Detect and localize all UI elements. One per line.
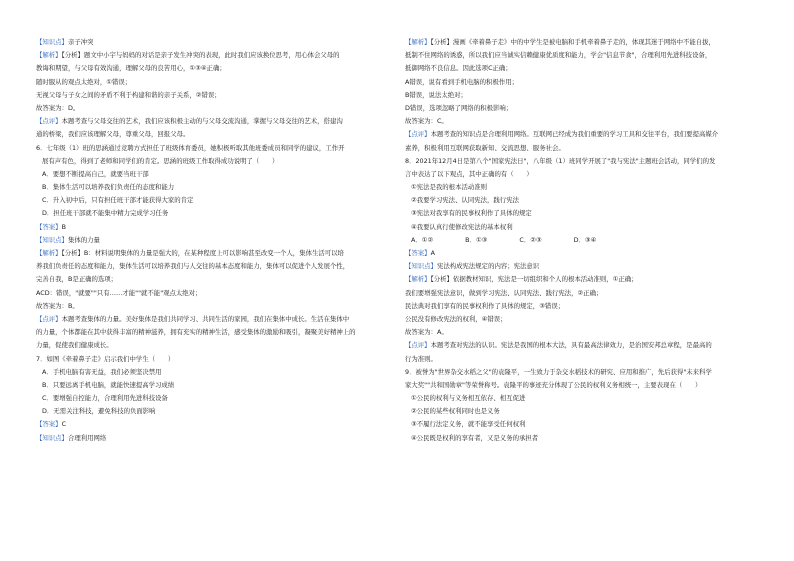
section-tag: 【解析】 <box>36 51 62 60</box>
left-column <box>36 36 384 445</box>
line-text: 公民没有修改宪法的权利，④错误； <box>405 314 507 323</box>
line-text: 9．被誉为"世界杂交水稻之父"的袁隆平，一生致力于杂交水稻技术的研究、应用和推广，先后获得"未来科学 <box>405 367 712 376</box>
left-line <box>36 194 384 207</box>
line-text: 【分析】漫画《牵着鼻子走》中的中学生是被电脑和手机牵着鼻子走的，体现其迷于网络中不能自拔， <box>430 38 715 46</box>
line-text: 【分析】B：材料说明集体的力量是强大的，在某种程度上可以影响甚至改变一个人，集体生活可以培 <box>61 249 344 257</box>
left-line <box>36 76 384 89</box>
right-line <box>405 207 753 220</box>
left-line <box>36 234 384 247</box>
left-line <box>36 405 384 418</box>
section-tag: 【解析】 <box>405 275 431 284</box>
line-text: 【分析】依据教材知识，宪法是一切组织和个人的根本活动准则，①正确； <box>430 275 638 284</box>
left-line <box>36 49 384 62</box>
line-text: ②公民的某些权利同时也是义务 <box>411 407 500 416</box>
right-line <box>405 168 753 181</box>
line-text: B．只要远离手机电脑，就能快速提高学习成绩 <box>42 380 175 389</box>
line-text: 无视父母与子女之间的矛盾不利于构建和谐的亲子关系，②错误； <box>36 90 221 99</box>
line-text: 故答案为：B。 <box>36 301 79 310</box>
section-tag: 【解析】 <box>36 249 62 257</box>
left-line <box>36 142 384 155</box>
section-tag: 【点评】 <box>405 341 431 350</box>
line-text: 合理利用网络 <box>67 433 107 442</box>
line-text: ACD：错误，"就要""只有……才能""就不能"观点太绝对； <box>36 288 202 297</box>
left-line <box>36 432 384 445</box>
line-text: ③宪法对我享有的民事权利作了具体的规定 <box>411 209 532 218</box>
right-line <box>405 36 753 49</box>
line-text: 随时服从的观点太绝对，①错误； <box>36 77 132 86</box>
left-line <box>36 221 384 234</box>
left-line <box>36 128 384 141</box>
right-line <box>405 418 753 431</box>
line-text: 8．2021年12月4日是第八个"国家宪法日"，八年级（1）班同学开展了"我与宪法"主题班会活动，同学们的发 <box>405 156 716 165</box>
right-line <box>405 326 753 339</box>
right-line <box>405 313 753 326</box>
left-line <box>36 326 384 339</box>
line-text: 抵御网络不良信息。因此选项C正确； <box>405 64 512 73</box>
line-text: 集体的力量 <box>67 235 100 244</box>
right-line <box>405 273 753 286</box>
section-tag: 【知识点】 <box>405 262 437 271</box>
left-line <box>36 115 384 128</box>
line-text: 展有声有色，得到了老师和同学们的肯定。思涵的班级工作取得成功说明了（ ） <box>42 156 279 165</box>
left-line <box>36 36 384 49</box>
line-text: D．无需关注科技，避免科技的负面影响 <box>42 407 156 416</box>
line-text: A．①② B．①③ C．②③ D．③④ <box>411 235 597 244</box>
right-line <box>405 379 753 392</box>
right-line <box>405 49 753 62</box>
right-line <box>405 287 753 300</box>
left-line <box>36 181 384 194</box>
section-tag: 【点评】 <box>36 117 62 126</box>
left-line <box>36 300 384 313</box>
line-text: 故答案为：C。 <box>405 117 448 126</box>
right-line <box>405 353 753 366</box>
line-text: C．升入初中后，只有担任班干部才能获得大家的肯定 <box>42 196 194 205</box>
line-text: 完善自我，B是正确的选项； <box>36 275 118 284</box>
section-tag: 【点评】 <box>405 130 431 139</box>
section-tag: 【答案】 <box>36 420 62 429</box>
left-line <box>36 313 384 326</box>
line-text: 6．七年级（1）班的思涵通过竞聘方式担任了班级体育委员，她积极听取其他班委成员和同学的建议，工作开 <box>36 143 345 152</box>
line-text: D．担任班干部就不能集中精力完成学习任务 <box>42 209 169 218</box>
line-text: ①公民的权利与义务相互依存、相互促进 <box>411 394 526 403</box>
right-line <box>405 432 753 445</box>
line-text: 力量，促使我们健康成长。 <box>36 341 113 350</box>
right-column <box>405 36 753 445</box>
line-text: 素养，积极利用互联网获取新知、交流思想、服务社会。 <box>405 143 565 152</box>
line-text: ④公民既是权利的享有者，又是义务的承担者 <box>411 433 539 442</box>
left-line <box>36 366 384 379</box>
right-line <box>405 339 753 352</box>
line-text: 通的桥梁，我们应该理解父母，尊重父母，回报父母。 <box>36 130 190 139</box>
line-text: 宪法构成宪法规定的内容；宪法意识 <box>436 262 540 271</box>
left-line <box>36 247 384 260</box>
left-line <box>36 89 384 102</box>
line-text: 亲子冲突 <box>67 38 94 46</box>
section-tag: 【知识点】 <box>36 433 68 442</box>
line-text: C．要增强自控能力，合理利用先进科技设备 <box>42 394 168 403</box>
left-line <box>36 168 384 181</box>
line-text: 7．如图《牵着鼻子走》启示我们中学生（ ） <box>36 354 175 363</box>
right-line <box>405 102 753 115</box>
line-text: 故答案为：D。 <box>36 103 80 112</box>
line-text: 本题考查的知识点是合理利用网络。互联网已经成为我们重要的学习工具和交往平台，我们要提高媒介 <box>430 130 719 139</box>
right-line <box>405 194 753 207</box>
line-text: A错误，说有看到手机电脑的积极作用； <box>405 77 519 86</box>
right-line <box>405 300 753 313</box>
right-line <box>405 181 753 194</box>
line-text: 家大奖""共和国勋章"等荣誉称号。袁隆平的事迹充分体现了公民的权利义务相统一，主要表现在（ ） <box>405 380 702 389</box>
line-text: 本题考查与父母交往的艺术，我们应该积极主动的与父母交流沟通，掌握与父母交往的艺术，搭建沟 <box>61 117 343 126</box>
line-text: 民法典对我们享有的民事权利作了具体的规定，③错误； <box>405 301 565 310</box>
left-line <box>36 379 384 392</box>
section-tag: 【点评】 <box>36 314 62 323</box>
line-text: 【分析】题文中小宇与妈妈的对话是亲子发生冲突的表现，此时我们应该换位思考，用心体会父母的 <box>61 51 340 60</box>
line-text: B <box>61 222 66 231</box>
right-line <box>405 76 753 89</box>
right-line <box>405 247 753 260</box>
line-text: A．手机电脑有害无益，我们必须坚决禁用 <box>42 367 162 376</box>
section-tag: 【答案】 <box>36 222 62 231</box>
right-line <box>405 392 753 405</box>
right-line <box>405 260 753 273</box>
left-line <box>36 392 384 405</box>
left-line <box>36 353 384 366</box>
line-text: ①宪法是我的根本活动准则 <box>411 183 488 192</box>
section-tag: 【解析】 <box>405 38 431 46</box>
line-text: ④我要认真行使修改宪法的基本权利 <box>411 222 513 231</box>
left-line <box>36 207 384 220</box>
right-line <box>405 405 753 418</box>
right-line <box>405 234 753 247</box>
line-text: ③不履行法定义务，就不能享受任何权利 <box>411 420 526 429</box>
line-text: 故答案为：A。 <box>405 328 448 337</box>
line-text: 抵制不住网络的诱惑，所以我们应当诚实信赖健康优质度和能力，学会"信息节食"，合理利用先进科技设备， <box>405 51 712 60</box>
left-line <box>36 260 384 273</box>
line-text: A．要想不断提高自己，就要当班干部 <box>42 169 149 178</box>
right-line <box>405 128 753 141</box>
left-line <box>36 339 384 352</box>
right-line <box>405 366 753 379</box>
right-line <box>405 89 753 102</box>
section-tag: 【知识点】 <box>36 235 68 244</box>
right-line <box>405 221 753 234</box>
right-line <box>405 62 753 75</box>
line-text: 行为准则。 <box>405 354 437 363</box>
left-line <box>36 155 384 168</box>
line-text: D错误，选项忽略了网络的积极影响； <box>405 103 513 112</box>
line-text: B错误，说法太绝对； <box>405 90 467 99</box>
line-text: B．集体生活可以培养我们负责任的态度和能力 <box>42 183 175 192</box>
left-line <box>36 418 384 431</box>
left-line <box>36 102 384 115</box>
section-tag: 【答案】 <box>405 249 431 257</box>
line-text: 教诲和期望，与父母有效沟通，理解父母的良苦用心，①③④正确； <box>36 64 226 73</box>
line-text: A <box>430 249 435 257</box>
left-line <box>36 62 384 75</box>
left-line <box>36 287 384 300</box>
left-line <box>36 273 384 286</box>
line-text: ②我要学习宪法、认同宪法，践行宪法 <box>411 196 519 205</box>
right-line <box>405 115 753 128</box>
right-line <box>405 155 753 168</box>
section-tag: 【知识点】 <box>36 38 68 46</box>
line-text: 言中表达了以下观点，其中正确的有（ ） <box>405 169 533 178</box>
line-text: 的力量，个体都能在其中获得丰富的精神滋养，拥有充实的精神生活，感受集体的激励和吸引，凝聚美好精神上的 <box>36 328 356 337</box>
line-text: 养我们负责任的态度和能力，集体生活可以培养我们与人交往的基本态度和能力，集体可以促进个人发展个性， <box>36 262 350 271</box>
line-text: 我们要增强宪法意识，做到学习宪法、认同宪法、践行宪法，②正确； <box>405 288 603 297</box>
line-text: 本题考查集体的力量。美好集体是我们共同学习、共同生活的家园，我们在集体中成长。生活在集体中 <box>61 314 350 323</box>
line-text: 本题考查对宪法的认识。宪法是我国的根本大法，具有最高法律效力，是治国安邦总章程，是最高的 <box>430 341 712 350</box>
line-text: C <box>61 420 67 429</box>
right-line <box>405 142 753 155</box>
